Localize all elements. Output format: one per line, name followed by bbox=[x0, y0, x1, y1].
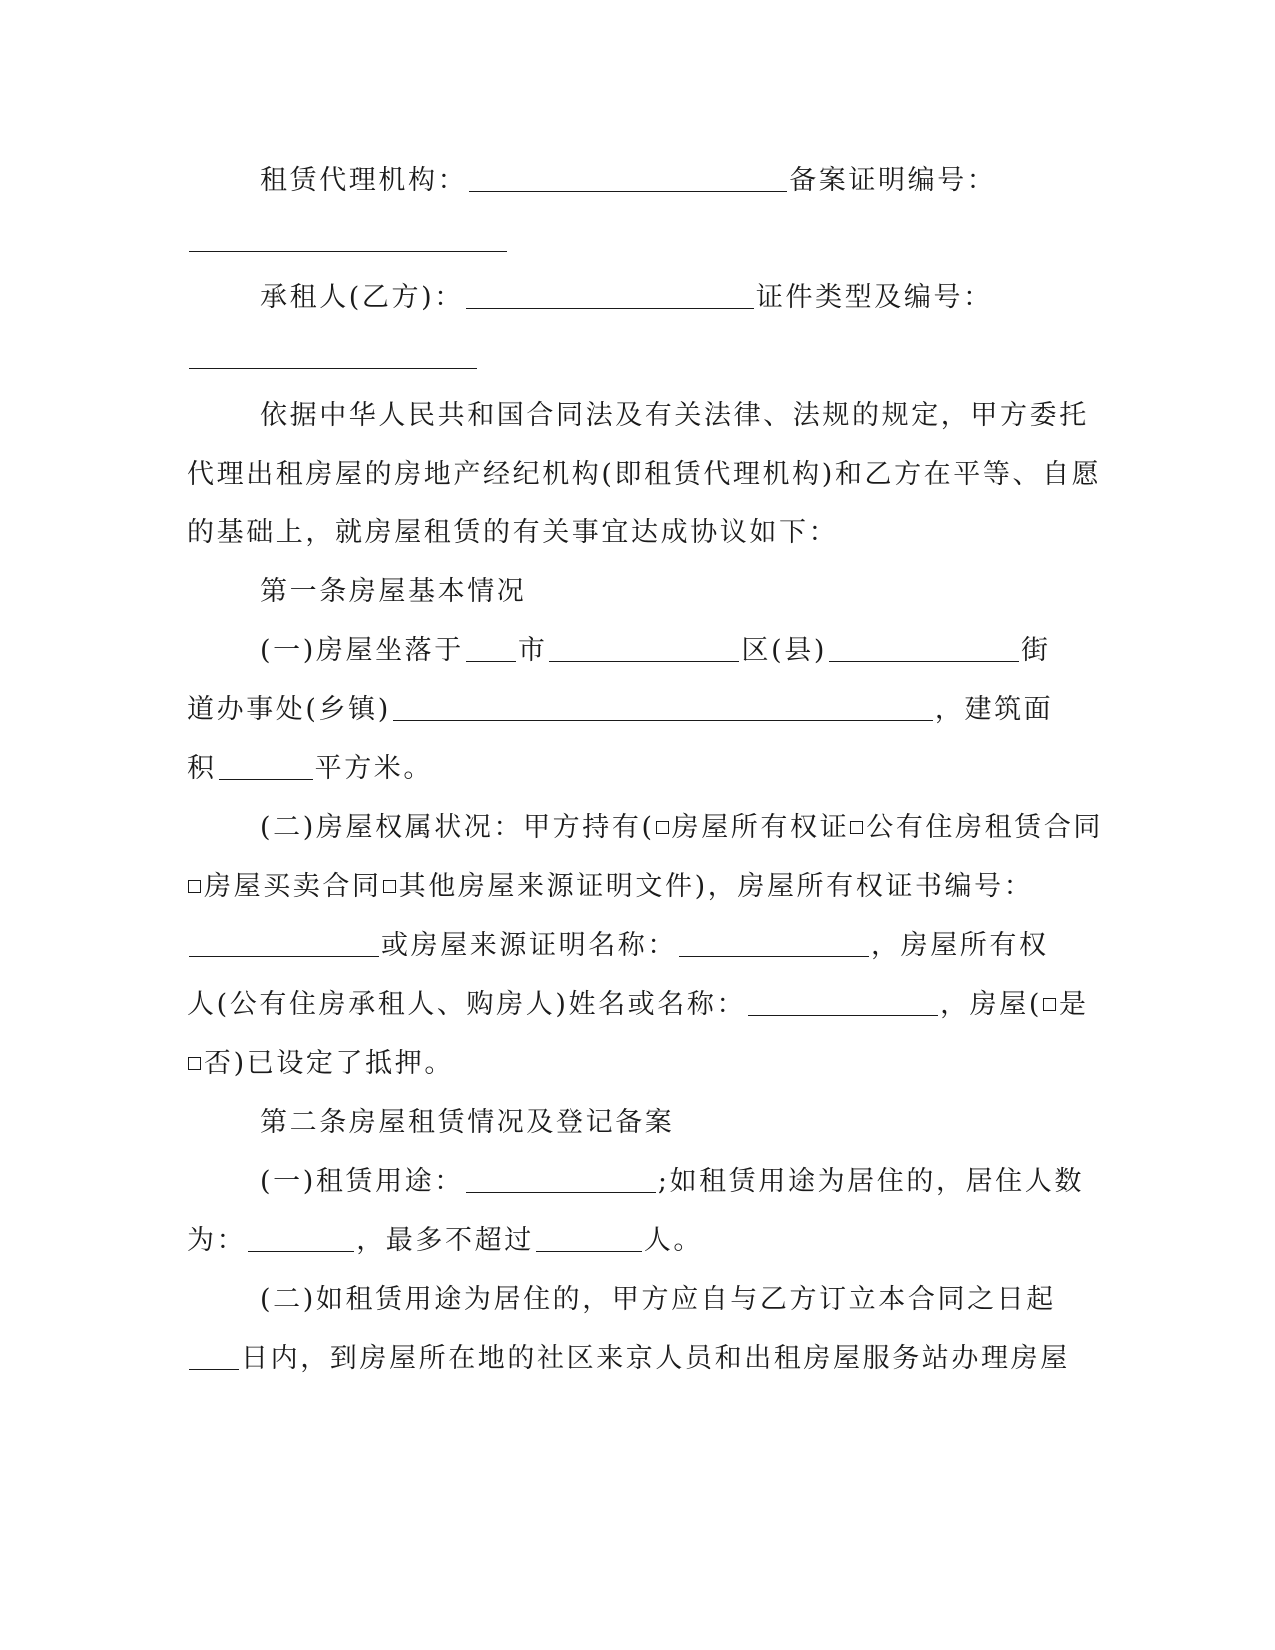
ownership-line-4 bbox=[187, 987, 1089, 1023]
city-blank[interactable] bbox=[466, 635, 516, 662]
owner-name-label: 人(公有住房承租人、购房人)姓名或名称： bbox=[187, 989, 747, 1020]
tenant-name-blank[interactable] bbox=[466, 282, 754, 309]
street-label: 街 bbox=[1020, 635, 1051, 666]
district-blank[interactable] bbox=[549, 635, 739, 662]
id-type-label: 证件类型及编号： bbox=[755, 282, 993, 313]
registration-text: 日内，到房屋所在地的社区来京人员和出租房屋服务站办理房屋 bbox=[241, 1343, 1070, 1374]
source-name-label: 或房屋来源证明名称： bbox=[381, 930, 677, 961]
purpose-mid: ;如租赁用途为居住的，居住人数 bbox=[657, 1166, 1084, 1197]
area-label: ，建筑面 bbox=[934, 694, 1054, 725]
id-number-blank[interactable] bbox=[189, 342, 477, 369]
max-occupants-label: ，最多不超过 bbox=[356, 1225, 534, 1256]
office-line bbox=[187, 692, 1053, 728]
purchase-contract-checkbox[interactable] bbox=[188, 880, 201, 893]
occupants-line bbox=[187, 1223, 703, 1259]
owner-label-tail: ，房屋所有权 bbox=[871, 930, 1049, 961]
occupants-unit: 人。 bbox=[643, 1225, 704, 1256]
agency-line bbox=[260, 163, 996, 199]
registration-line-2 bbox=[187, 1341, 1070, 1377]
ownership-line-1 bbox=[260, 810, 1103, 846]
public-lease-label: 公有住房租赁合同 bbox=[866, 812, 1104, 843]
mortgage-prefix: ，房屋( bbox=[940, 989, 1043, 1020]
article-2-heading: 第二条房屋租赁情况及登记备案 bbox=[260, 1107, 675, 1138]
occupants-blank[interactable] bbox=[248, 1225, 354, 1252]
occupants-label: 为： bbox=[187, 1225, 247, 1256]
location-line bbox=[260, 633, 1051, 669]
public-lease-checkbox[interactable] bbox=[850, 821, 863, 834]
area-unit: 平方米。 bbox=[314, 753, 434, 784]
city-label: 市 bbox=[517, 635, 548, 666]
other-source-checkbox[interactable] bbox=[383, 880, 396, 893]
preamble-line-3: 的基础上，就房屋租赁的有关事宜达成协议如下： bbox=[187, 517, 839, 548]
registration-line-1: (二)如租赁用途为居住的，甲方应自与乙方订立本合同之日起 bbox=[260, 1284, 1056, 1315]
tenant-label: 承租人(乙方)： bbox=[260, 282, 464, 313]
area-prefix: 积 bbox=[187, 753, 217, 784]
mortgage-no-label: 否)已设定了抵押。 bbox=[204, 1048, 454, 1079]
ownership-prefix: (二)房屋权属状况：甲方持有( bbox=[260, 812, 655, 843]
owner-name-blank[interactable] bbox=[748, 989, 938, 1016]
ownership-line-5 bbox=[187, 1046, 454, 1082]
ownership-certificate-checkbox[interactable] bbox=[656, 821, 669, 834]
ownership-line-3 bbox=[187, 928, 1049, 964]
certificate-number-blank[interactable] bbox=[189, 930, 379, 957]
mortgage-yes-checkbox[interactable] bbox=[1043, 998, 1056, 1011]
ownership-certificate-label: 房屋所有权证 bbox=[671, 812, 850, 843]
purpose-label: (一)租赁用途： bbox=[260, 1166, 464, 1197]
area-line bbox=[187, 751, 433, 787]
mortgage-yes-label: 是 bbox=[1059, 989, 1089, 1020]
source-name-blank[interactable] bbox=[679, 930, 869, 957]
preamble-line-1: 依据中华人民共和国合同法及有关法律、法规的规定，甲方委托 bbox=[260, 400, 1089, 431]
mortgage-no-checkbox[interactable] bbox=[188, 1057, 201, 1070]
filing-number-label: 备案证明编号： bbox=[789, 165, 997, 196]
tenant-line bbox=[260, 280, 993, 316]
street-blank[interactable] bbox=[829, 635, 1019, 662]
ownership-line-2 bbox=[187, 869, 1033, 905]
district-label: 区(县) bbox=[741, 635, 827, 666]
id-number-line bbox=[187, 340, 479, 376]
office-label: 道办事处(乡镇) bbox=[187, 694, 391, 725]
preamble-line-2: 代理出租房屋的房地产经纪机构(即租赁代理机构)和乙方在平等、自愿 bbox=[187, 459, 1102, 490]
office-blank[interactable] bbox=[393, 694, 933, 721]
max-occupants-blank[interactable] bbox=[536, 1225, 642, 1252]
article-1-heading: 第一条房屋基本情况 bbox=[260, 576, 527, 607]
days-blank[interactable] bbox=[189, 1343, 239, 1370]
purpose-line bbox=[260, 1164, 1084, 1200]
purpose-blank[interactable] bbox=[466, 1166, 656, 1193]
area-blank[interactable] bbox=[219, 753, 313, 780]
purchase-contract-label: 房屋买卖合同 bbox=[204, 871, 382, 902]
agency-label: 租赁代理机构： bbox=[260, 165, 468, 196]
location-prefix: (一)房屋坐落于 bbox=[260, 635, 464, 666]
filing-number-blank[interactable] bbox=[189, 225, 507, 252]
filing-number-line bbox=[187, 223, 509, 259]
other-source-label: 其他房屋来源证明文件)，房屋所有权证书编号： bbox=[398, 871, 1034, 902]
agency-name-blank[interactable] bbox=[469, 165, 787, 192]
